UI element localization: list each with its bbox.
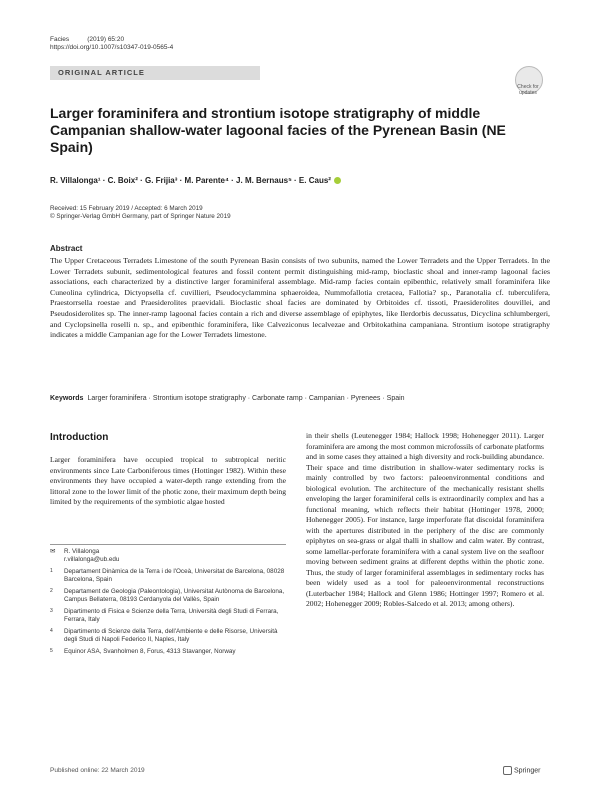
footnote-divider [50,544,286,545]
keywords-list: Larger foraminifera · Strontium isotope stratigraphy · Carbonate ramp · Campanian · Pyrenees · Spain [87,395,405,402]
affiliation-item: 2 Departament de Geologia (Paleontologia), Universitat Autònoma de Barcelona, Campus Bellaterra, 08193 Cerdanyola del Vallès, Spain [50,588,285,603]
introduction-heading: Introduction [50,432,109,443]
received-accepted: Received: 15 February 2019 / Accepted: 6 March 2019 [50,205,203,212]
correspondence-block [50,548,286,656]
envelope-icon: ✉ [50,548,56,555]
published-online: Published online: 22 March 2019 [50,767,145,774]
doi-link[interactable]: https://doi.org/10.1007/s10347-019-0565-4 [50,44,174,51]
affiliation-item: 4 Dipartimento di Scienze della Terra, dell'Ambiente e delle Risorse, Università degli Studi di Napoli Federico II, Naples, Italy [50,628,278,643]
keywords [50,395,550,402]
article-type-label: ORIGINAL ARTICLE [58,68,145,77]
intro-left-column: Larger foraminifera have occupied tropical to subtropical neritic environments since Late Carboniferous times (Hottinger 1982). Within these environments they have occupied a water-depth range extending from the littoral zone to the lower limit of the photic zone, their maximum depth being limited by the requirements of the symbiotic algae hosted [50,455,286,506]
running-header [50,36,173,52]
keywords-label: Keywords [50,395,84,402]
year-volume: (2019) 65:20 [87,36,125,43]
orcid-icon[interactable] [334,177,341,184]
author-list: R. Villalonga¹ · C. Boix² · G. Frijia³ · M. Parente⁴ · J. M. Bernaus⁵ · E. Caus² [50,176,550,185]
article-type-badge [50,66,260,80]
publisher-logo: Springer [503,766,540,775]
corresponding-email[interactable]: r.villalonga@ub.edu [64,556,120,563]
paper-title: Larger foraminifera and strontium isotope stratigraphy of middle Campanian shallow-water lagoonal facies of the Pyrenean Basin (NE Spain) [50,105,506,155]
affiliation-item: 1 Departament Dinàmica de la Terra i de l'Oceà, Universitat de Barcelona, 08028 Barcelona, Spain [50,568,285,583]
springer-horse-icon [503,766,512,775]
journal-name: Facies [50,36,70,43]
affiliation-item: 5 Equinor ASA, Svanholmen 8, Forus, 4313 Stavanger, Norway [50,648,236,655]
abstract-text: The Upper Cretaceous Terradets Limestone of the south Pyrenean Basin consists of two subunits, named the Lower Terradets and the Upper Terradets. In the Lower Terradets subunit, sedimentological features and fossil content permit distinguishing mid-ramp, bioclastic shoal and inner-ramp lagoonal facies associations, each characterized by a distinctive larger foraminiferal assemblage. Mid-ramp facies contain epibenthic, relatively small foraminifera like Cuneolina cylindrica, Dictyopsella cf. cuvillieri, Pseudocyclammina sphaeroidea, Nummofallotia cretacea, Fallotia? sp., Paranotalia cf. tuberculifera, Praestorrsella roestae and Praesiderolites praevidali. Bioclastic shoal facies are dominated by Orbitoides cf. tissoti, Praesiderolites douvillei, and Pseudosiderolites sp. The inner-ramp lagoonal facies contain a rich and diverse assemblage of epiphytes, like Ilerdorbis decussatus, Dicyclina schlumbergeri, and Cyclopsinella roselli n. sp., and epibenthic foraminifera, like Calveziconus lecalvezae and Orbitokathina campaniana. Strontium isotope stratigraphy indicates a middle Campanian age for the Lower Terradets limestone. [50,256,550,340]
check-updates-label: Check for updates [517,84,539,96]
affiliation-item: 3 Dipartimento di Fisica e Scienze della Terra, Università degli Studi di Ferrara, Ferrara, Italy [50,608,279,623]
copyright: © Springer-Verlag GmbH Germany, part of Springer Nature 2019 [50,213,231,220]
corresponding-author: R. Villalonga [64,548,100,555]
dates-block [50,205,231,221]
intro-right-column: in their shells (Leutenegger 1984; Hallock 1998; Hohenegger 2011). Larger foraminifera are among the most common microfossils of carbonate platforms and in some cases they attained a high diversity and rock-building abundance. Their space and time distribution in shallow-water sedimentary rocks is mainly controlled by two factors: paleoenvironmental conditions and biological evolution. The architecture of the mechanically resistant shells enveloping the larger foraminiferal cells is extraordinarily complex and has a functional meaning, which reflects their habitat (Hottinger 1978, 2000; Hohenegger 2005). For instance, large imperforate flat discoidal foraminifera with the apertures distributed in the periphery of the disc are commonly epiphytes on sea-grass or algal thalli in shallow and calm water. By contrast, some lamellar-perforate foraminifera with a canal system live on the seafloor moving between sediment grains at different depths within the photic zone. Thus, the study of larger foraminiferal assemblages in sedimentary rocks has been widely used as a tool for paleoenvironmental reconstructions (Luterbacher 1984; Hallock and Glenn 1986; Hottinger 1997; Romero et al. 2002; Hohenegger 2009; Robles-Salcedo et al. 2013; among others). [306,431,544,608]
abstract-heading: Abstract [50,244,83,253]
